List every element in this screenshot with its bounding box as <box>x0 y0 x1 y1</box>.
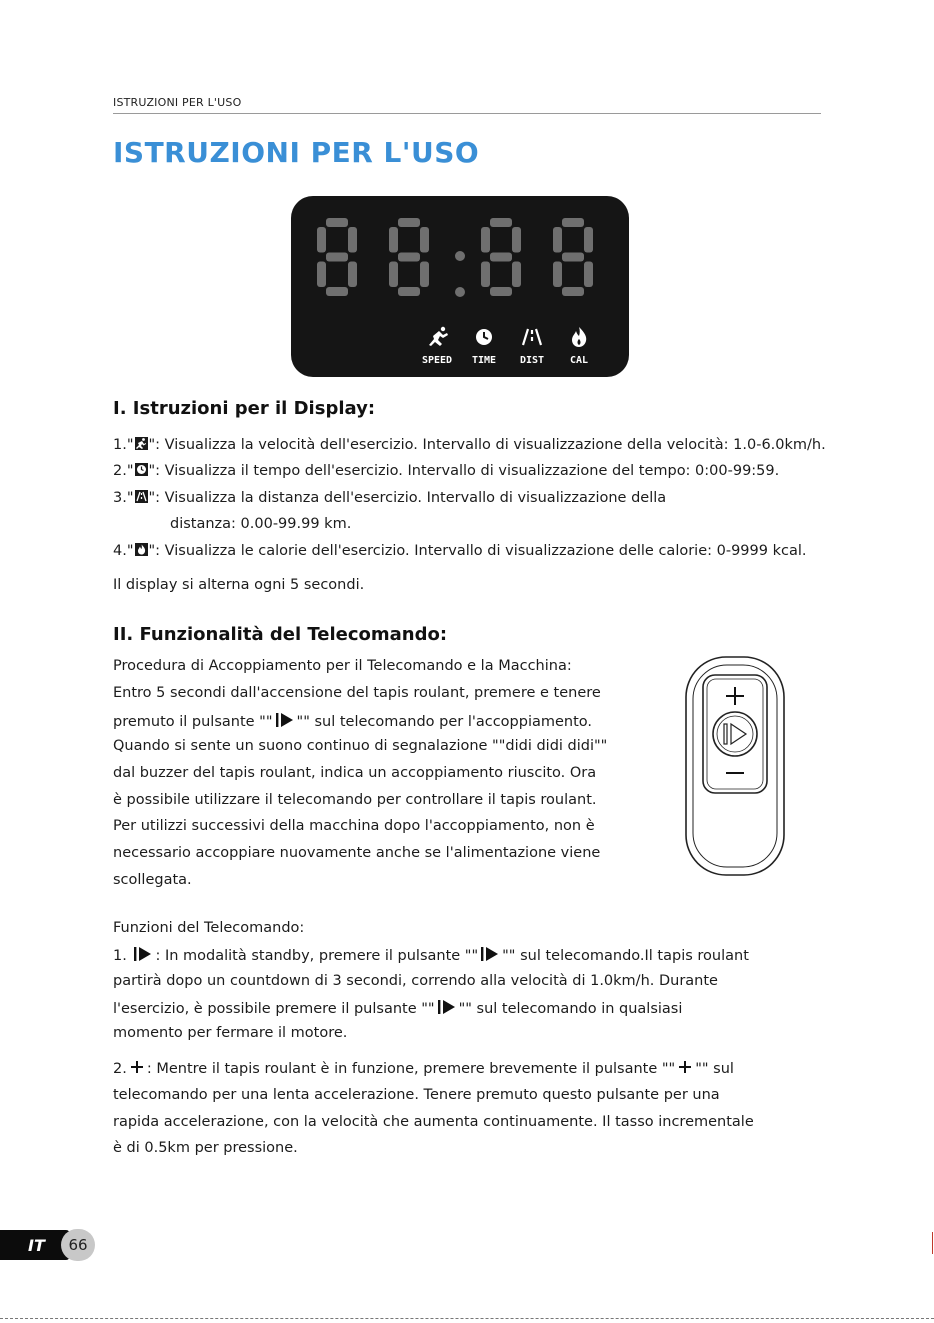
display-item-distance-continued: distanza: 0.00-99.99 km. <box>170 516 352 532</box>
pairing-line-7: Per utilizzi successivi della macchina dopo l'accoppiamento, non è <box>113 818 595 834</box>
start-stop-icon <box>275 712 295 728</box>
segment-f <box>481 227 490 253</box>
pairing-line-4: Quando si sente un suono continuo di segnalazione ""didi didi didi"" <box>113 738 608 754</box>
section-heading-display: I. Istruzioni per il Display: <box>113 398 376 419</box>
pairing-line-5: dal buzzer del tapis roulant, indica un accoppiamento riuscito. Ora <box>113 765 597 781</box>
road-icon <box>135 490 148 503</box>
seven-segment-readout <box>291 196 629 377</box>
start-stop-button <box>713 712 757 756</box>
function-text-a: : In modalità standby, premere il pulsante "" <box>155 948 479 964</box>
digit-2 <box>389 218 429 296</box>
function-1-line-3 <box>113 999 682 1017</box>
segment-d <box>326 287 348 296</box>
digit-4 <box>553 218 593 296</box>
segment-g <box>562 253 584 262</box>
function-1-line-4: momento per fermare il motore. <box>113 1025 348 1041</box>
segment-a <box>326 218 348 227</box>
function-2-line-3: rapida accelerazione, con la velocità che aumenta continuamente. Il tasso incrementale <box>113 1114 754 1130</box>
display-item-speed <box>113 437 826 453</box>
start-stop-icon <box>724 724 727 744</box>
pairing-line-1: Procedura di Accoppiamento per il Telecomando e la Macchina: <box>113 658 572 674</box>
segment-d <box>490 287 512 296</box>
segment-b <box>512 227 521 253</box>
item-prefix: 1." <box>113 437 134 453</box>
pairing-text-a: premuto il pulsante "" <box>113 714 273 730</box>
display-item-time <box>113 463 779 479</box>
start-stop-icon <box>133 946 153 962</box>
segment-a <box>562 218 584 227</box>
pairing-line-9: scollegata. <box>113 872 192 888</box>
function-text-a: l'esercizio, è possibile premere il pulsante "" <box>113 1001 435 1017</box>
segment-c <box>420 262 429 288</box>
digit-3 <box>481 218 521 296</box>
runner-icon <box>429 327 448 346</box>
segment-c <box>348 262 357 288</box>
segment-f <box>553 227 562 253</box>
segment-d <box>562 287 584 296</box>
segment-g <box>326 253 348 262</box>
flame-icon <box>135 543 148 556</box>
segment-b <box>584 227 593 253</box>
function-number: 1. <box>113 948 127 964</box>
segment-f <box>389 227 398 253</box>
digit-1 <box>317 218 357 296</box>
plus-icon <box>677 1059 693 1075</box>
section-heading-remote: II. Funzionalità del Telecomando: <box>113 624 448 645</box>
segment-e <box>481 262 490 288</box>
language-code: IT <box>28 1236 45 1255</box>
function-2-line-1 <box>113 1059 734 1077</box>
page-title: ISTRUZIONI PER L'USO <box>113 136 480 169</box>
start-stop-icon <box>437 999 457 1015</box>
display-item-distance <box>113 490 666 506</box>
segment-g <box>398 253 420 262</box>
pairing-text-b: "" sul telecomando per l'accoppiamento. <box>296 714 593 730</box>
function-2-line-2: telecomando per una lenta accelerazione. Tenere premuto questo pulsante per una <box>113 1087 720 1103</box>
function-text-b: "" sul <box>695 1061 734 1077</box>
segment-e <box>389 262 398 288</box>
pairing-line-8: necessario accoppiare nuovamente anche se l'alimentazione viene <box>113 845 601 861</box>
function-text-b: "" sul telecomando in qualsiasi <box>458 1001 683 1017</box>
display-item-calories <box>113 543 806 559</box>
indicator-label-cal: CAL <box>569 355 589 366</box>
header-divider <box>113 113 821 114</box>
segment-a <box>490 218 512 227</box>
item-prefix: 4." <box>113 543 134 559</box>
item-text: ": Visualizza la velocità dell'esercizio. Intervallo di visualizzazione della velocità: 1.0-6.0km/h. <box>148 437 826 453</box>
item-text: ": Visualizza il tempo dell'esercizio. Intervallo di visualizzazione del tempo: 0:00-99:59. <box>148 463 780 479</box>
segment-c <box>584 262 593 288</box>
segment-e <box>553 262 562 288</box>
item-prefix: 3." <box>113 490 134 506</box>
function-1-line-2: partirà dopo un countdown di 3 secondi, correndo alla velocità di 1.0km/h. Durante <box>113 973 718 989</box>
colon-dot-bottom <box>455 287 465 297</box>
flame-icon <box>572 327 586 347</box>
segment-c <box>512 262 521 288</box>
function-text-a: : Mentre il tapis roulant è in funzione, premere brevemente il pulsante "" <box>146 1061 676 1077</box>
cut-line <box>0 1318 934 1319</box>
segment-a <box>398 218 420 227</box>
item-prefix: 2." <box>113 463 134 479</box>
segment-d <box>398 287 420 296</box>
pairing-line-3 <box>113 712 592 730</box>
item-text: ": Visualizza le calorie dell'esercizio. Intervallo di visualizzazione delle calorie: 0-9999 kcal. <box>148 543 807 559</box>
segment-g <box>490 253 512 262</box>
function-text-b: "" sul telecomando.Il tapis roulant <box>502 948 749 964</box>
segment-f <box>317 227 326 253</box>
display-alternation-note: Il display si alterna ogni 5 secondi. <box>113 577 365 593</box>
page-number: 66 <box>68 1236 88 1254</box>
plus-icon <box>129 1059 145 1075</box>
function-2-line-4: è di 0.5km per pressione. <box>113 1140 298 1156</box>
segment-b <box>420 227 429 253</box>
function-1-line-1 <box>113 946 749 964</box>
indicator-label-dist: DIST <box>519 355 545 366</box>
colon-dot-top <box>455 251 465 261</box>
runner-icon <box>135 437 148 450</box>
remote-control-illustration <box>684 655 786 877</box>
clock-icon <box>476 329 492 345</box>
start-stop-icon <box>480 946 500 962</box>
segment-e <box>317 262 326 288</box>
function-number: 2. <box>113 1061 127 1077</box>
display-panel <box>291 196 629 377</box>
segment-b <box>348 227 357 253</box>
clock-icon <box>135 463 148 476</box>
crop-mark <box>932 1232 933 1254</box>
pairing-line-6: è possibile utilizzare il telecomando per controllare il tapis roulant. <box>113 792 597 808</box>
indicator-label-speed: SPEED <box>421 355 453 366</box>
functions-heading: Funzioni del Telecomando: <box>113 920 305 936</box>
running-header: ISTRUZIONI PER L'USO <box>113 96 242 109</box>
plus-icon <box>726 687 744 705</box>
road-icon <box>523 329 541 345</box>
indicator-label-time: TIME <box>471 355 497 366</box>
pairing-line-2: Entro 5 secondi dall'accensione del tapis roulant, premere e tenere <box>113 685 601 701</box>
item-text: ": Visualizza la distanza dell'esercizio. Intervallo di visualizzazione della <box>148 490 667 506</box>
